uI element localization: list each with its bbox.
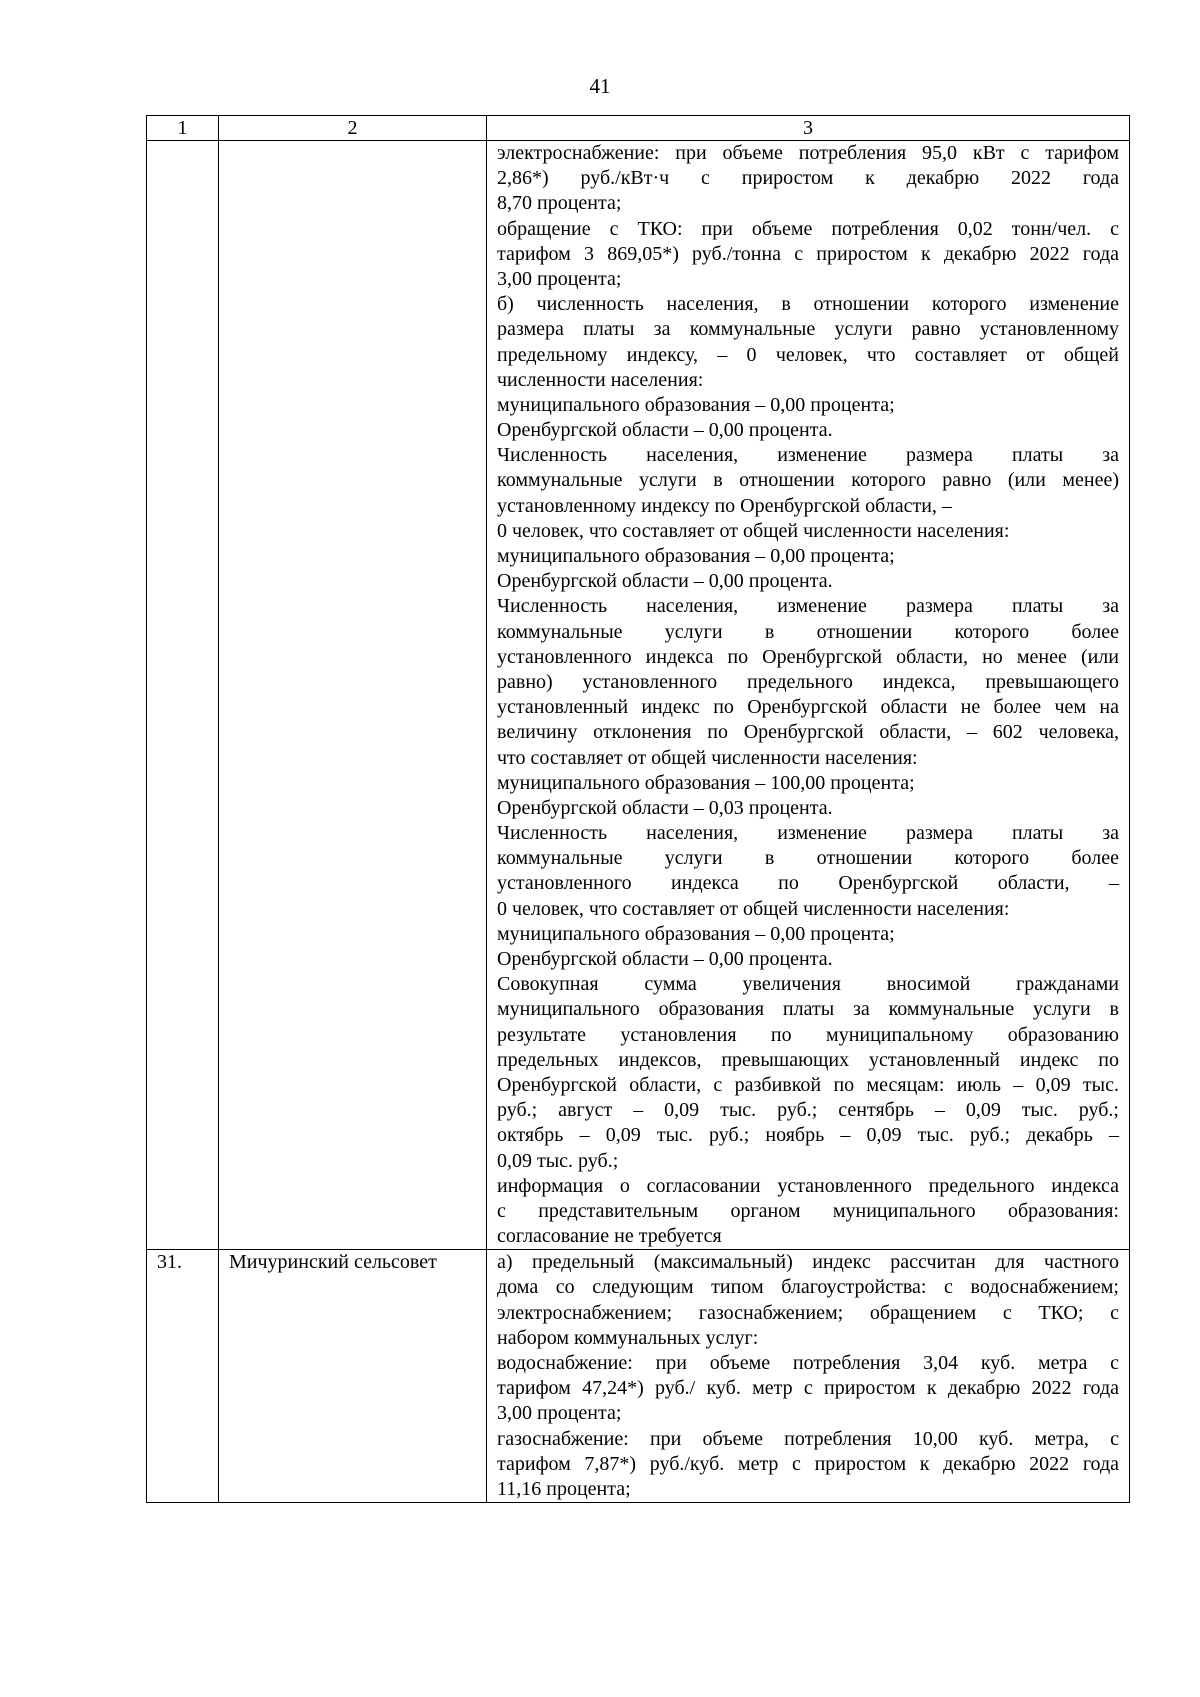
text-line: равно) установленного предельного индекса, превышающего (497, 670, 1119, 693)
text-line: газоснабжение: при объеме потребления 10,00 куб. метра, с (497, 1427, 1119, 1450)
table-header-row (147, 116, 1130, 141)
text-line: тарифом 47,24*) руб./ куб. метр с приростом к декабрю 2022 года (497, 1377, 1119, 1400)
text-line: Совокупная сумма увеличения вносимой гражданами (497, 973, 1119, 996)
content-lines (497, 141, 1119, 1249)
text-line: тарифом 3 869,05*) руб./тонна с приростом к декабрю 2022 года (497, 242, 1119, 265)
header-col-3: 3 (487, 116, 1130, 141)
text-line: результате установления по муниципальному образованию (497, 1023, 1119, 1046)
text-line: размера платы за коммунальные услуги равно установленному (497, 318, 1119, 341)
row-number-cell (147, 141, 219, 1250)
page-number: 41 (589, 74, 611, 98)
text-line: 8,70 процента; (497, 192, 622, 215)
text-line: муниципального образования платы за коммунальные услуги в (497, 998, 1119, 1021)
text-line: Численность населения, изменение размера платы за (497, 444, 1119, 467)
content-lines (497, 1250, 1119, 1502)
text-line: установленного индекса по Оренбургской области, но менее (или (497, 645, 1119, 668)
text-line: муниципального образования – 0,00 процента; (497, 545, 895, 567)
text-line: муниципального образования – 0,00 процента; (497, 922, 895, 945)
text-line: обращение с ТКО: при объеме потребления 0,02 тонн/чел. с (497, 217, 1119, 240)
row-content-cell (487, 1250, 1130, 1503)
text-line: информация о согласовании установленного предельного индекса (497, 1174, 1119, 1197)
text-line: что составляет от общей численности населения: (497, 746, 918, 769)
text-line: предельному индексу, – 0 человек, что составляет от общей (497, 343, 1119, 366)
text-line: величину отклонения по Оренбургской области, – 602 человека, (497, 721, 1119, 744)
text-line: 0 человек, что составляет от общей численности населения: (497, 897, 1010, 920)
text-line: Численность населения, изменение размера платы за (497, 822, 1119, 845)
text-line: предельных индексов, превышающих установленный индекс по (497, 1048, 1119, 1071)
text-line: согласование не требуется (497, 1225, 722, 1248)
text-line: с представительным органом муниципального образования: (497, 1199, 1119, 1222)
text-line: муниципального образования – 100,00 процента; (497, 771, 915, 794)
document-table (146, 115, 1130, 1503)
text-line: установленного индекса по Оренбургской области, – (497, 872, 1119, 895)
text-line: 3,00 процента; (497, 1402, 622, 1425)
text-line: установленному индексу по Оренбургской области, – (497, 494, 952, 517)
text-line: водоснабжение: при объеме потребления 3,04 куб. метра с (497, 1352, 1119, 1374)
text-line: дома со следующим типом благоустройства: с водоснабжением; (497, 1276, 1119, 1299)
row-number-cell: 31. (147, 1250, 219, 1503)
text-line: 0,09 тыс. руб.; (497, 1149, 619, 1172)
text-line: Численность населения, изменение размера платы за (497, 595, 1119, 618)
header-col-1: 1 (147, 116, 219, 141)
text-line: коммунальные услуги в отношении которого равно (или менее) (497, 469, 1119, 492)
text-line: руб.; август – 0,09 тыс. руб.; сентябрь – 0,09 тыс. руб.; (497, 1099, 1119, 1122)
table-row-31 (147, 1250, 1130, 1503)
text-line: электроснабжением; газоснабжением; обращением с ТКО; с (497, 1301, 1119, 1324)
row-name-cell: Мичуринский сельсовет (219, 1250, 487, 1503)
text-line: коммунальные услуги в отношении которого более (497, 620, 1119, 643)
text-line: Оренбургской области – 0,03 процента. (497, 796, 833, 819)
text-line: набором коммунальных услуг: (497, 1326, 759, 1349)
text-line: тарифом 7,87*) руб./куб. метр с приростом к декабрю 2022 года (497, 1452, 1119, 1475)
text-line: 2,86*) руб./кВт·ч с приростом к декабрю 2022 года (497, 167, 1119, 190)
text-line: электроснабжение: при объеме потребления 95,0 кВт с тарифом (497, 142, 1119, 164)
text-line: муниципального образования – 0,00 процента; (497, 393, 895, 416)
text-line: 3,00 процента; (497, 267, 622, 290)
header-col-2: 2 (219, 116, 487, 141)
text-line: численности населения: (497, 368, 704, 391)
text-line: Оренбургской области, с разбивкой по месяцам: июль – 0,09 тыс. (497, 1073, 1119, 1096)
text-line: 0 человек, что составляет от общей численности населения: (497, 519, 1010, 542)
text-line: коммунальные услуги в отношении которого более (497, 847, 1119, 870)
text-line: установленный индекс по Оренбургской области не более чем на (497, 696, 1119, 719)
text-line: 11,16 процента; (497, 1477, 631, 1500)
text-line: Оренбургской области – 0,00 процента. (497, 419, 833, 442)
table-row-continued (147, 141, 1130, 1250)
text-line: Оренбургской области – 0,00 процента. (497, 948, 833, 970)
text-line: а) предельный (максимальный) индекс рассчитан для частного (497, 1251, 1119, 1274)
row-content-cell (487, 141, 1130, 1250)
text-line: б) численность населения, в отношении которого изменение (497, 293, 1119, 316)
text-line: Оренбургской области – 0,00 процента. (497, 570, 833, 593)
row-name-cell (219, 141, 487, 1250)
text-line: октябрь – 0,09 тыс. руб.; ноябрь – 0,09 тыс. руб.; декабрь – (497, 1124, 1119, 1147)
